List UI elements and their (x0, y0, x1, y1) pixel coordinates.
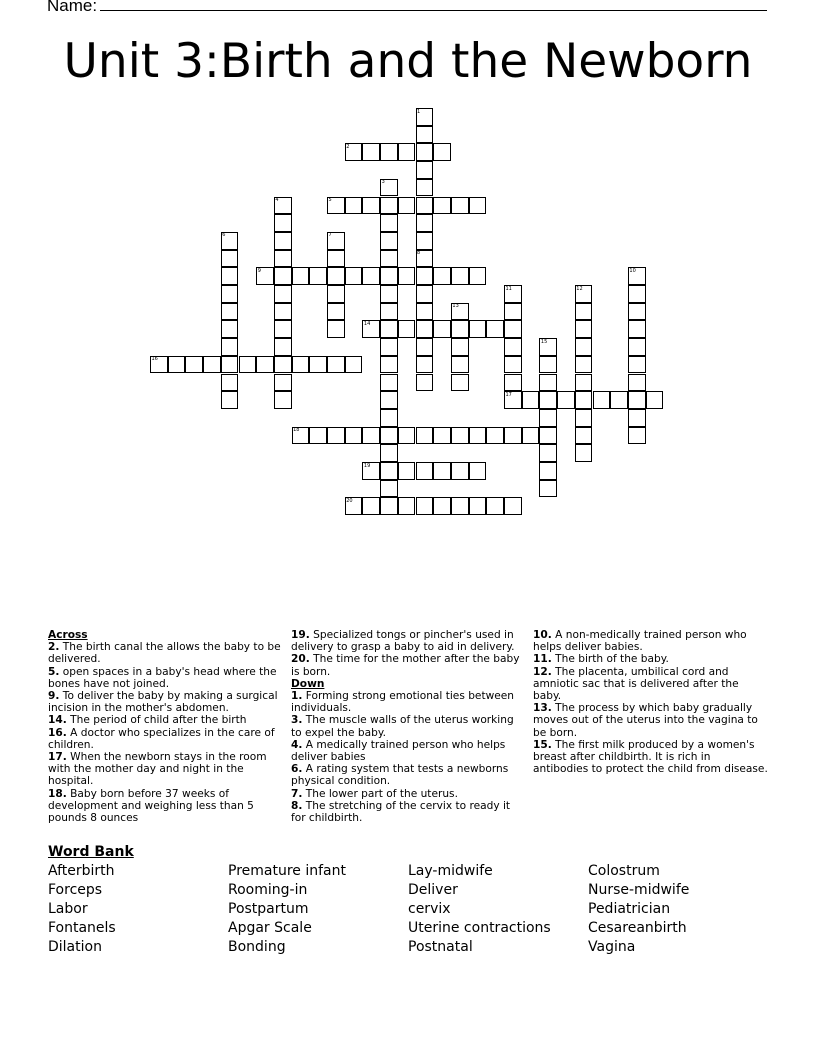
word-bank-item: cervix (408, 901, 451, 917)
crossword-cell[interactable] (309, 267, 327, 285)
crossword-cell[interactable] (522, 391, 540, 409)
clue-number: 10. (533, 629, 552, 641)
crossword-cell[interactable] (628, 356, 646, 374)
crossword-cell[interactable] (345, 427, 363, 445)
crossword-cell[interactable] (646, 391, 664, 409)
crossword-cell[interactable] (539, 427, 557, 445)
crossword-cell[interactable] (292, 356, 310, 374)
crossword-cell[interactable] (416, 374, 434, 392)
crossword-cell[interactable] (575, 444, 593, 462)
crossword-cell[interactable] (380, 427, 398, 445)
crossword-cell[interactable] (628, 374, 646, 392)
crossword-cell[interactable] (504, 497, 522, 515)
crossword-cell[interactable] (398, 197, 416, 215)
crossword-cell[interactable] (628, 285, 646, 303)
crossword-cell[interactable] (327, 303, 345, 321)
clue-number: 15. (533, 738, 552, 751)
crossword-cell[interactable] (610, 391, 628, 409)
crossword-cell[interactable] (380, 250, 398, 268)
crossword-cell[interactable] (486, 427, 504, 445)
crossword-cell[interactable] (469, 197, 487, 215)
clue-number: 12. (533, 665, 552, 678)
across-clue (48, 727, 284, 751)
crossword-cell[interactable] (221, 320, 239, 338)
crossword-cell[interactable] (380, 374, 398, 392)
down-clue (291, 788, 527, 800)
crossword-cell[interactable] (398, 497, 416, 515)
crossword-cell[interactable] (292, 267, 310, 285)
crossword-cell[interactable] (433, 462, 451, 480)
clue-number-label: 1 (417, 108, 421, 115)
word-bank-column-4 (588, 862, 689, 957)
crossword-cell[interactable] (380, 320, 398, 338)
crossword-cell[interactable] (168, 356, 186, 374)
crossword-cell[interactable] (539, 462, 557, 480)
down-clue (533, 629, 769, 653)
crossword-cell[interactable] (628, 427, 646, 445)
crossword-cell[interactable] (575, 409, 593, 427)
crossword-cell[interactable] (451, 267, 469, 285)
clue-text: open spaces in a baby's head where the bones have not joined. (48, 665, 277, 690)
crossword-cell[interactable] (380, 409, 398, 427)
crossword-cell[interactable] (433, 197, 451, 215)
crossword-cell[interactable] (327, 320, 345, 338)
crossword-cell[interactable] (380, 303, 398, 321)
clue-text: The lower part of the uterus. (302, 787, 458, 800)
clue-text: A medically trained person who helps deliver babies (291, 738, 506, 764)
down-clue (291, 690, 527, 714)
word-bank-column-2 (228, 862, 346, 957)
crossword-cell[interactable] (433, 143, 451, 161)
clue-number: 6. (291, 763, 303, 776)
clue-number-label: 15 (540, 338, 548, 345)
word-bank-item: Rooming-in (228, 882, 308, 898)
crossword-cell[interactable] (451, 197, 469, 215)
crossword-cell[interactable] (362, 267, 380, 285)
clue-text: Forming strong emotional ties between individuals. (291, 690, 515, 715)
crossword-cell[interactable] (398, 462, 416, 480)
crossword-cell[interactable] (416, 427, 434, 445)
crossword-cell[interactable] (274, 267, 292, 285)
crossword-cell[interactable] (628, 409, 646, 427)
crossword-cell[interactable] (593, 391, 611, 409)
crossword-cell[interactable] (380, 444, 398, 462)
clue-number: 9. (48, 690, 60, 703)
crossword-cell[interactable] (628, 303, 646, 321)
crossword-cell[interactable] (221, 285, 239, 303)
clue-text: The period of child after the birth (66, 714, 247, 727)
crossword-cell[interactable] (221, 391, 239, 409)
word-bank-item: Uterine contractions (408, 920, 551, 936)
crossword-cell[interactable] (221, 250, 239, 268)
crossword-cell[interactable] (504, 356, 522, 374)
crossword-cell[interactable] (221, 356, 239, 374)
word-bank-item: Deliver (408, 882, 458, 898)
clue-text: Baby born before 37 weeks of development and weighing less than 5 pounds 8 ounces (48, 787, 254, 825)
crossword-cell[interactable] (504, 427, 522, 445)
crossword-cell[interactable] (380, 462, 398, 480)
across-clue (48, 788, 284, 825)
clue-text: Specialized tongs or pincher's used in delivery to grasp a baby to aid in delivery. (291, 629, 515, 654)
clue-number-label: 10 (629, 267, 636, 274)
clue-number: 8. (291, 799, 303, 812)
crossword-cell[interactable] (539, 374, 557, 392)
across-clue (48, 666, 284, 690)
clue-text: A non-medically trained person who helps deliver babies. (533, 629, 747, 654)
clue-number: 16. (48, 726, 67, 739)
crossword-cell[interactable] (504, 303, 522, 321)
crossword-cell[interactable] (221, 267, 239, 285)
clue-number-label: 2 (346, 143, 350, 150)
crossword-cell[interactable] (522, 427, 540, 445)
word-bank-item: Colostrum (588, 863, 660, 879)
crossword-cell[interactable] (416, 267, 434, 285)
crossword-cell[interactable] (274, 356, 292, 374)
crossword-cell[interactable] (221, 374, 239, 392)
crossword-cell[interactable] (362, 497, 380, 515)
clue-number: 20. (291, 653, 310, 666)
crossword-cell[interactable] (274, 391, 292, 409)
crossword-cell[interactable] (416, 197, 434, 215)
word-bank-item: Pediatrician (588, 901, 671, 917)
crossword-cell[interactable] (451, 427, 469, 445)
crossword-cell[interactable] (451, 374, 469, 392)
crossword-cell[interactable] (416, 232, 434, 250)
across-clue (48, 714, 284, 726)
crossword-cell[interactable] (575, 338, 593, 356)
word-bank-title: Word Bank (48, 844, 134, 860)
clue-number-label: 8 (417, 250, 421, 257)
crossword-cell[interactable] (380, 480, 398, 498)
crossword-cell[interactable] (539, 480, 557, 498)
word-bank-item: Forceps (48, 882, 103, 898)
clue-number: 5. (48, 665, 60, 678)
crossword-cell[interactable] (575, 391, 593, 409)
crossword-cell[interactable] (486, 320, 504, 338)
clue-number-label: 18 (293, 427, 300, 434)
down-clue (291, 763, 527, 787)
crossword-cell[interactable] (380, 232, 398, 250)
crossword-cell[interactable] (309, 356, 327, 374)
word-bank-column-3 (408, 862, 551, 957)
word-bank-item: Postpartum (228, 901, 309, 917)
clue-number: 2. (48, 641, 60, 654)
crossword-cell[interactable] (274, 232, 292, 250)
crossword-cell[interactable] (221, 303, 239, 321)
clue-text: When the newborn stays in the room with the mother day and night in the hospital. (48, 751, 267, 788)
crossword-cell[interactable] (362, 143, 380, 161)
crossword-cell[interactable] (416, 214, 434, 232)
down-clue (533, 739, 769, 776)
word-bank-item: Cesareanbirth (588, 920, 687, 936)
crossword-cell[interactable] (469, 320, 487, 338)
down-clue (291, 714, 527, 738)
crossword-cell[interactable] (469, 497, 487, 515)
clue-text: The birth of the baby. (551, 653, 669, 666)
crossword-cell[interactable] (469, 267, 487, 285)
crossword-cell[interactable] (274, 338, 292, 356)
crossword-cell[interactable] (451, 320, 469, 338)
crossword-cell[interactable] (416, 126, 434, 144)
clue-number-label: 20 (346, 497, 353, 504)
crossword-cell[interactable] (345, 197, 363, 215)
word-bank-item: Postnatal (408, 939, 473, 955)
clue-number-label: 19 (363, 462, 371, 469)
crossword-cell[interactable] (504, 320, 522, 338)
across-heading: Across (48, 629, 88, 641)
clue-number: 4. (291, 738, 303, 751)
word-bank-item: Labor (48, 901, 88, 917)
crossword-cell[interactable] (416, 462, 434, 480)
clue-number-label: 6 (222, 232, 226, 239)
crossword-cell[interactable] (628, 338, 646, 356)
clue-number-label: 11 (505, 285, 512, 292)
crossword-cell[interactable] (575, 427, 593, 445)
page-title: Unit 3:Birth and the Newborn (63, 34, 753, 89)
crossword-cell[interactable] (451, 356, 469, 374)
clue-number: 18. (48, 787, 67, 800)
crossword-cell[interactable] (628, 320, 646, 338)
clue-number-label: 12 (576, 285, 583, 292)
crossword-cell[interactable] (398, 320, 416, 338)
clue-number: 7. (291, 787, 303, 800)
crossword-cell[interactable] (203, 356, 221, 374)
crossword-cell[interactable] (274, 285, 292, 303)
clue-text: The time for the mother after the baby is born. (291, 653, 520, 678)
crossword-cell[interactable] (433, 320, 451, 338)
clue-number: 13. (533, 702, 552, 715)
word-bank-item: Apgar Scale (228, 920, 312, 936)
across-clue (291, 653, 527, 677)
crossword-cell[interactable] (185, 356, 203, 374)
crossword-cell[interactable] (539, 356, 557, 374)
clues-column-3 (533, 629, 769, 775)
crossword-cell[interactable] (433, 267, 451, 285)
word-bank-item: Lay-midwife (408, 863, 493, 879)
crossword-cell[interactable] (451, 462, 469, 480)
word-bank-item: Nurse-midwife (588, 882, 690, 898)
crossword-cell[interactable] (398, 143, 416, 161)
crossword-cell[interactable] (380, 285, 398, 303)
clue-text: The stretching of the cervix to ready it for childbirth. (291, 799, 511, 825)
crossword-cell[interactable] (469, 462, 487, 480)
clue-number: 14. (48, 714, 67, 727)
crossword-cell[interactable] (628, 391, 646, 409)
crossword-cell[interactable] (256, 356, 274, 374)
across-clue (291, 629, 527, 653)
crossword-cell[interactable] (380, 338, 398, 356)
down-heading: Down (291, 677, 325, 690)
crossword-cell[interactable] (539, 409, 557, 427)
crossword-cell[interactable] (433, 497, 451, 515)
clue-number: 3. (291, 714, 303, 727)
crossword-cell[interactable] (345, 356, 363, 374)
crossword-cell[interactable] (416, 285, 434, 303)
crossword-cell[interactable] (539, 444, 557, 462)
crossword-cell[interactable] (327, 427, 345, 445)
clue-number-label: 13 (452, 303, 459, 310)
crossword-cell[interactable] (575, 320, 593, 338)
clues-column-1 (48, 629, 284, 824)
clue-text: To deliver the baby by making a surgical incision in the mother's abdomen. (48, 690, 278, 715)
clue-number-label: 16 (151, 356, 158, 363)
crossword-cell[interactable] (557, 391, 575, 409)
clue-number-label: 17 (505, 391, 512, 398)
crossword-cell[interactable] (416, 161, 434, 179)
clue-text: The muscle walls of the uterus working to expel the baby. (291, 714, 514, 739)
crossword-cell[interactable] (416, 143, 434, 161)
crossword-cell[interactable] (504, 338, 522, 356)
across-clue (48, 641, 284, 665)
crossword-cell[interactable] (380, 214, 398, 232)
down-clue (533, 702, 769, 739)
crossword-cell[interactable] (239, 356, 257, 374)
down-clue (533, 653, 769, 665)
crossword-cell[interactable] (327, 285, 345, 303)
clue-number-label: 5 (328, 197, 332, 203)
word-bank-item: Vagina (588, 939, 636, 955)
word-bank-item: Dilation (48, 939, 102, 955)
crossword-cell[interactable] (451, 338, 469, 356)
word-bank-item: Bonding (228, 939, 286, 955)
crossword-cell[interactable] (274, 303, 292, 321)
crossword-cell[interactable] (345, 267, 363, 285)
crossword-cell[interactable] (504, 374, 522, 392)
clue-text: The process by which baby gradually moves out of the uterus into the vagina to be born. (533, 702, 758, 739)
clue-number-label: 14 (363, 320, 371, 327)
crossword-cell[interactable] (416, 303, 434, 321)
across-clue (48, 690, 284, 714)
crossword-cell[interactable] (274, 214, 292, 232)
clue-number: 17. (48, 751, 67, 764)
crossword-cell[interactable] (416, 338, 434, 356)
word-bank-column-1 (48, 862, 116, 957)
down-clue (291, 800, 527, 824)
crossword-cell[interactable] (398, 427, 416, 445)
crossword-cell[interactable] (362, 427, 380, 445)
clues-column-2 (291, 629, 527, 824)
crossword-cell[interactable] (539, 391, 557, 409)
clue-text: A rating system that tests a newborns physical condition. (291, 763, 509, 788)
crossword-cell[interactable] (380, 391, 398, 409)
clue-number: 11. (533, 653, 552, 666)
crossword-cell[interactable] (433, 427, 451, 445)
crossword-cell[interactable] (380, 497, 398, 515)
crossword-cell[interactable] (380, 143, 398, 161)
crossword-cell[interactable] (380, 267, 398, 285)
clue-number-label: 9 (257, 267, 261, 274)
crossword-cell[interactable] (274, 250, 292, 268)
crossword-cell[interactable] (575, 303, 593, 321)
word-bank-item: Afterbirth (48, 863, 115, 879)
clue-number-label: 3 (381, 179, 385, 186)
word-bank-item: Fontanels (48, 920, 116, 936)
crossword-cell[interactable] (274, 320, 292, 338)
crossword-cell[interactable] (416, 320, 434, 338)
down-clue (291, 739, 527, 763)
crossword-cell[interactable] (327, 267, 345, 285)
crossword-cell[interactable] (380, 356, 398, 374)
crossword-cell[interactable] (327, 356, 345, 374)
crossword-cell[interactable] (486, 497, 504, 515)
crossword-cell[interactable] (380, 197, 398, 215)
clue-text: The placenta, umbilical cord and amniotic sac that is delivered after the baby. (533, 665, 739, 703)
crossword-cell[interactable] (416, 497, 434, 515)
clue-number: 1. (291, 690, 303, 703)
crossword-cell[interactable] (221, 338, 239, 356)
clue-text: The birth canal the allows the baby to be delivered. (48, 641, 281, 666)
name-label: Name: (47, 0, 98, 15)
crossword-cell[interactable] (362, 197, 380, 215)
crossword-cell[interactable] (398, 267, 416, 285)
crossword-cell[interactable] (416, 356, 434, 374)
crossword-cell[interactable] (416, 179, 434, 197)
crossword-cell[interactable] (309, 427, 327, 445)
crossword-cell[interactable] (469, 427, 487, 445)
crossword-cell[interactable] (575, 374, 593, 392)
crossword-cell[interactable] (575, 356, 593, 374)
crossword-cell[interactable] (274, 374, 292, 392)
crossword-cell[interactable] (451, 497, 469, 515)
clue-number-label: 7 (328, 232, 332, 239)
across-clue (48, 751, 284, 788)
clue-number-label: 4 (275, 197, 279, 203)
clue-text: The first milk produced by a women's breast after childbirth. It is rich in antibodies to protect the child from disease. (533, 738, 768, 776)
word-bank-item: Premature infant (228, 863, 346, 879)
down-clue (533, 666, 769, 703)
clue-number: 19. (291, 629, 310, 641)
crossword-cell[interactable] (327, 250, 345, 268)
clue-text: A doctor who specializes in the care of children. (48, 726, 275, 751)
